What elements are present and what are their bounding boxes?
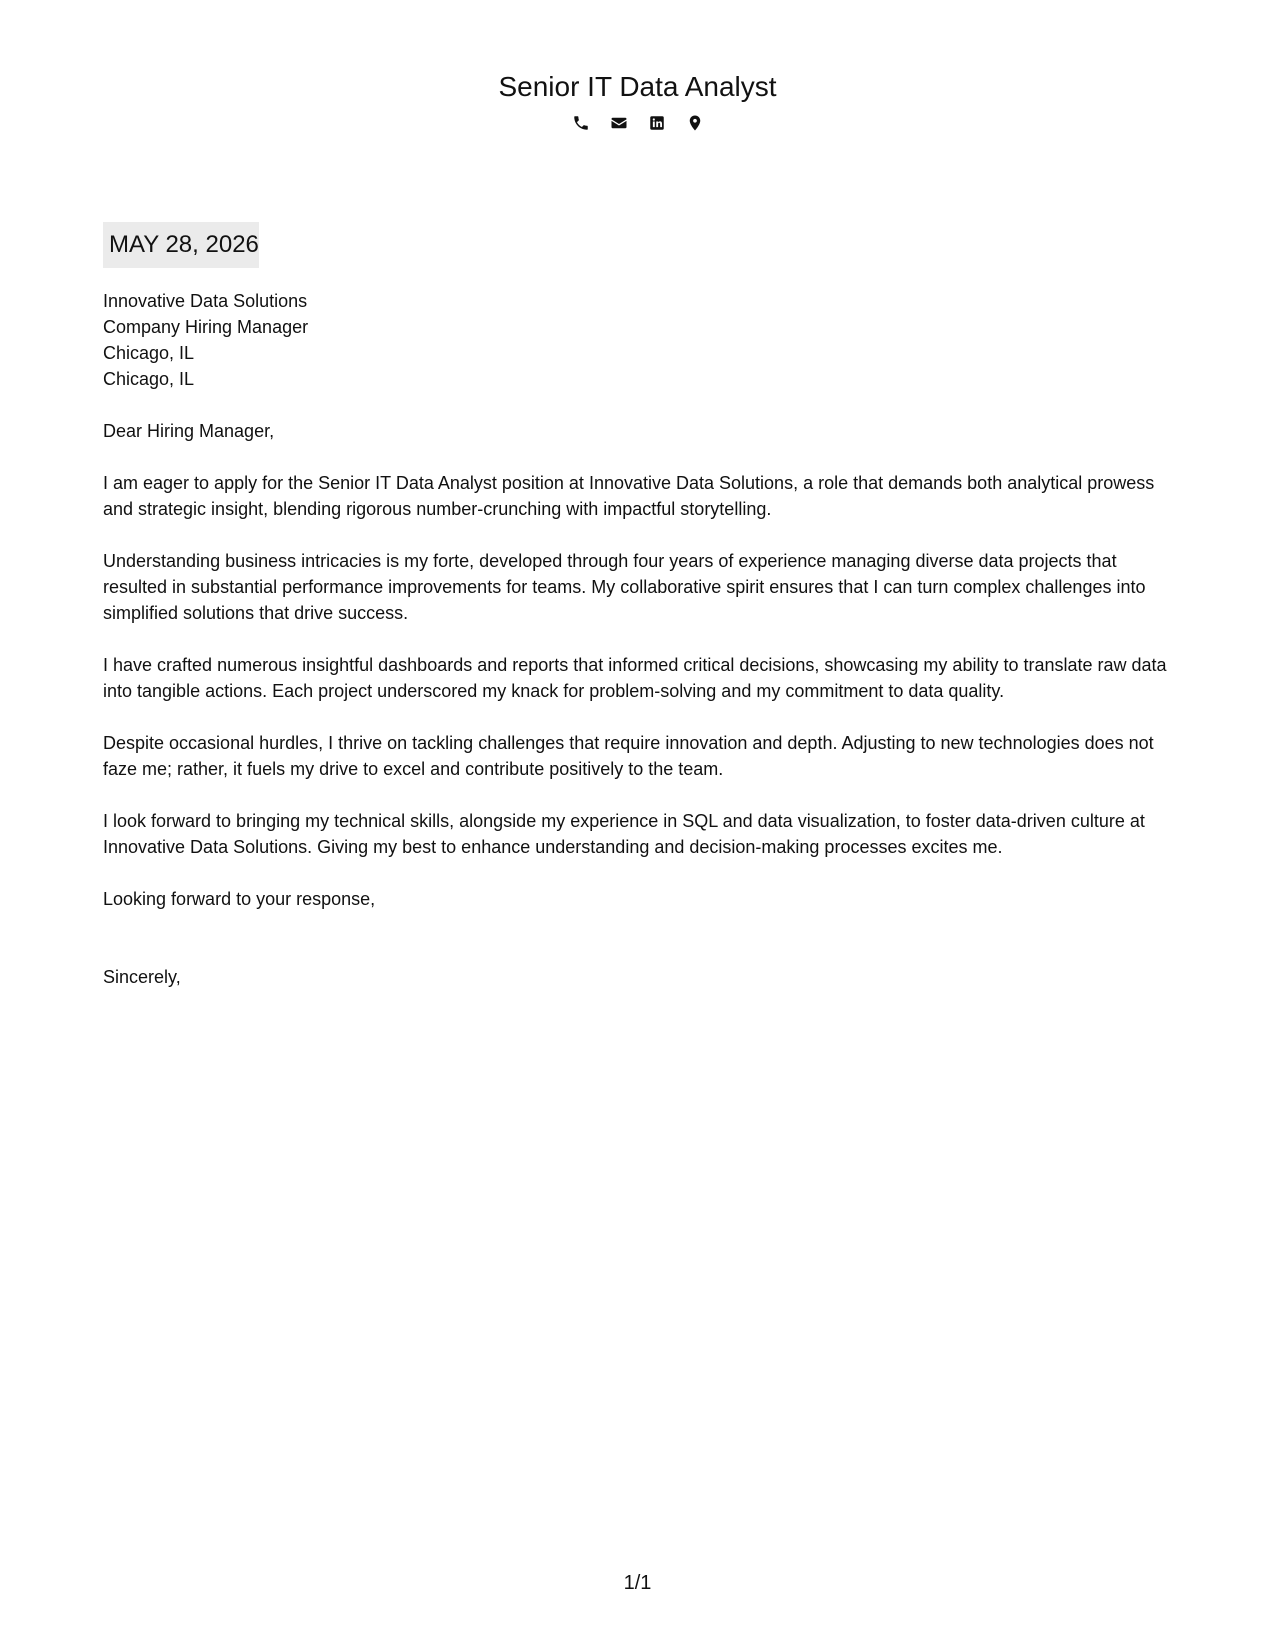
letter-body bbox=[103, 222, 1173, 990]
closing-line: Looking forward to your response, bbox=[103, 889, 376, 909]
salutation: Dear Hiring Manager, bbox=[103, 421, 275, 441]
linkedin-icon[interactable] bbox=[648, 114, 666, 132]
phone-icon[interactable] bbox=[572, 114, 590, 132]
location-icon[interactable] bbox=[686, 114, 704, 132]
recipient-contact: Company Hiring Manager bbox=[103, 317, 309, 337]
email-icon[interactable] bbox=[610, 114, 628, 132]
recipient-address-line: Chicago, IL bbox=[103, 369, 195, 389]
letter-date: MAY 28, 2026 bbox=[103, 222, 259, 268]
recipient-block bbox=[103, 288, 1173, 392]
page-number: 1/1 bbox=[623, 1572, 652, 1594]
body-paragraph: Despite occasional hurdles, I thrive on tackling challenges that require innovation and depth. Adjusting to new technologies does not faze me; rather, it fuels my drive to excel and contribute positively to the team. bbox=[103, 733, 1154, 779]
body-paragraph: I am eager to apply for the Senior IT Data Analyst position at Innovative Data Solutions, a role that demands both analytical prowess and strategic insight, blending rigorous number-crunching with impactful storytelling. bbox=[103, 473, 1155, 519]
page-title: Senior IT Data Analyst bbox=[498, 71, 777, 102]
body-paragraph: I have crafted numerous insightful dashboards and reports that informed critical decisions, showcasing my ability to translate raw data into tangible actions. Each project underscored my knack for problem-solving and my commitment to data quality. bbox=[103, 655, 1167, 701]
body-paragraphs bbox=[103, 470, 1173, 860]
recipient-address-line: Chicago, IL bbox=[103, 343, 195, 363]
letter-header bbox=[0, 70, 1275, 134]
body-paragraph: Understanding business intricacies is my forte, developed through four years of experience managing diverse data projects that resulted in substantial performance improvements for teams. My collaborative spirit ensures that I can turn complex challenges into simplified solutions that drive success. bbox=[103, 551, 1146, 623]
signoff: Sincerely, bbox=[103, 967, 181, 987]
recipient-company: Innovative Data Solutions bbox=[103, 291, 308, 311]
contact-icons-row bbox=[0, 112, 1275, 134]
body-paragraph: I look forward to bringing my technical skills, alongside my experience in SQL and data visualization, to foster data-driven culture at Innovative Data Solutions. Giving my best to enhance understanding and decision-making processes excites me. bbox=[103, 811, 1145, 857]
